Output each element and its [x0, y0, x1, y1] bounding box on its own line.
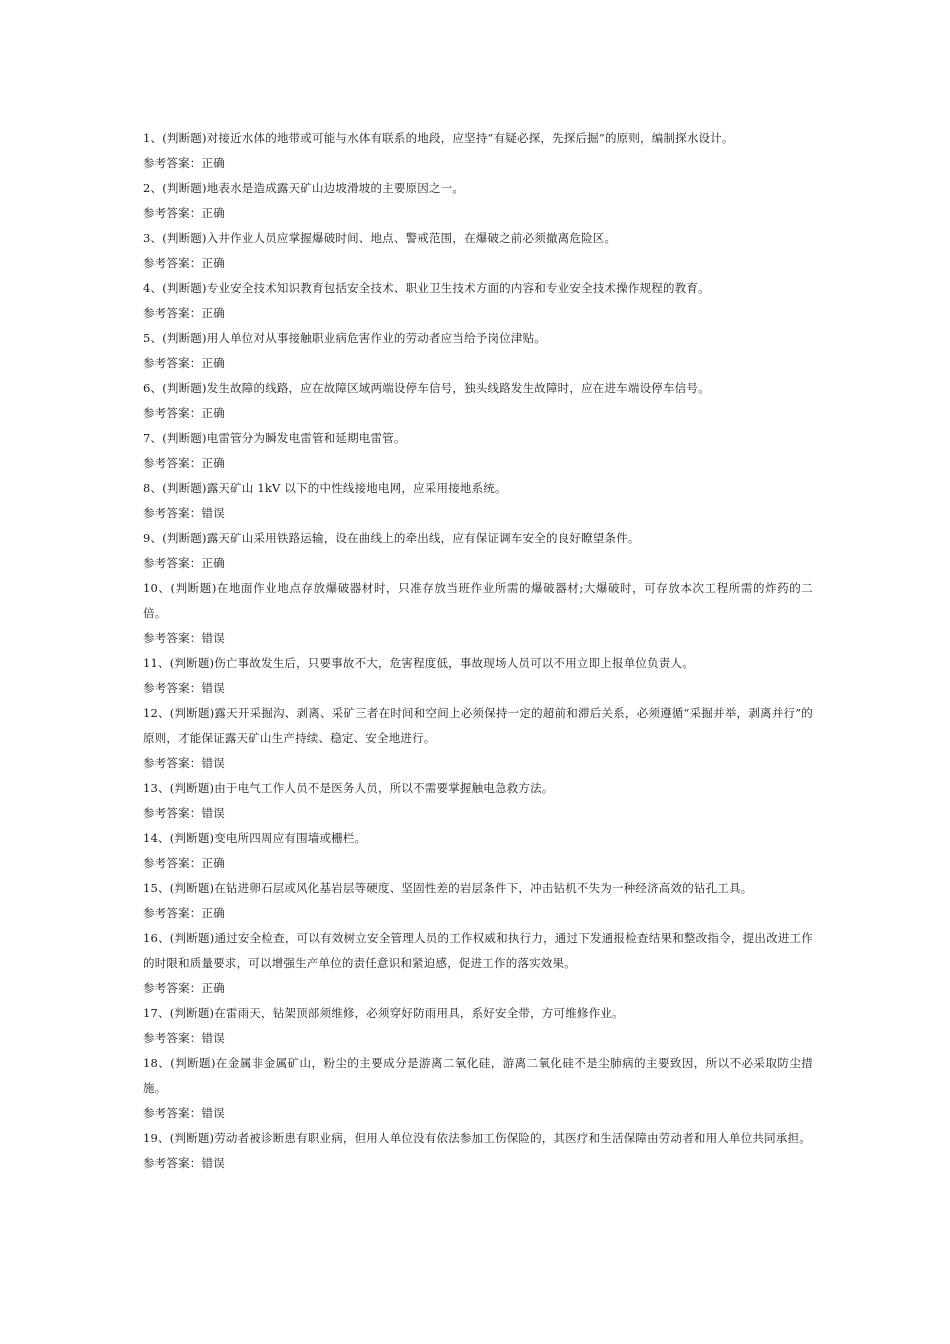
answer-text: 参考答案：正确 [143, 856, 225, 870]
answer-text: 参考答案：正确 [143, 256, 225, 270]
question-text: 1、(判断题)对接近水体的地带或可能与水体有联系的地段，应坚持“有疑必探，先探后掘”的原则，编制探水设计。 [143, 131, 734, 145]
question-text: 4、(判断题)专业安全技术知识教育包括安全技术、职业卫生技术方面的内容和专业安全技术操作规程的教育。 [143, 281, 710, 295]
question-text: 5、(判断题)用人单位对从事接触职业病危害作业的劳动者应当给予岗位津贴。 [143, 331, 546, 345]
answer-text: 参考答案：错误 [143, 806, 225, 820]
answer-text: 参考答案：正确 [143, 981, 225, 995]
answer-text: 参考答案：错误 [143, 756, 225, 770]
question-text: 17、(判断题)在雷雨天，钻架顶部须维修，必须穿好防雨用具，系好安全带，方可维修作业。 [143, 1006, 624, 1020]
question-text: 10、(判断题)在地面作业地点存放爆破器材时，只准存放当班作业所需的爆破器材;大爆破时，可存放本次工程所需的炸药的二倍。 [143, 581, 813, 620]
answer-text: 参考答案：错误 [143, 631, 225, 645]
question-text: 12、(判断题)露天开采掘沟、剥离、采矿三者在时间和空间上必须保持一定的超前和滞后关系，必须遵循“采掘并举，剥离并行”的原则，才能保证露天矿山生产持续、稳定、安全地进行。 [143, 706, 813, 745]
answer-text: 参考答案：正确 [143, 156, 225, 170]
question-text: 15、(判断题)在钻进卵石层或风化基岩层等硬度、坚固性差的岩层条件下，冲击钻机不失为一种经济高效的钻孔工具。 [143, 881, 753, 895]
question-text: 18、(判断题)在金属非金属矿山，粉尘的主要成分是游离二氧化硅，游离二氧化硅不是尘肺病的主要致因，所以不必采取防尘措施。 [143, 1056, 813, 1095]
question-text: 13、(判断题)由于电气工作人员不是医务人员，所以不需要掌握触电急救方法。 [143, 781, 554, 795]
question-text: 19、(判断题)劳动者被诊断患有职业病，但用人单位没有依法参加工伤保险的，其医疗和生活保障由劳动者和用人单位共同承担。 [143, 1131, 811, 1145]
answer-text: 参考答案：错误 [143, 1031, 225, 1045]
answer-text: 参考答案：正确 [143, 406, 225, 420]
question-list [143, 126, 813, 1176]
answer-text: 参考答案：错误 [143, 681, 225, 695]
answer-text: 参考答案：正确 [143, 556, 225, 570]
question-text: 16、(判断题)通过安全检查，可以有效树立安全管理人员的工作权威和执行力，通过下发通报检查结果和整改指令，提出改进工作的时限和质量要求，可以增强生产单位的责任意识和紧迫感，促进工作的落实效果。 [143, 931, 813, 970]
answer-text: 参考答案：错误 [143, 506, 225, 520]
question-text: 7、(判断题)电雷管分为瞬发电雷管和延期电雷管。 [143, 431, 406, 445]
answer-text: 参考答案：正确 [143, 456, 225, 470]
answer-text: 参考答案：正确 [143, 356, 225, 370]
answer-text: 参考答案：正确 [143, 306, 225, 320]
question-text: 14、(判断题)变电所四周应有围墙或栅栏。 [143, 831, 367, 845]
question-text: 11、(判断题)伤亡事故发生后，只要事故不大，危害程度低，事故现场人员可以不用立即上报单位负责人。 [143, 656, 694, 670]
question-text: 2、(判断题)地表水是造成露天矿山边坡滑坡的主要原因之一。 [143, 181, 465, 195]
question-text: 8、(判断题)露天矿山 1kV 以下的中性线接地电网，应采用接地系统。 [143, 481, 507, 495]
answer-text: 参考答案：错误 [143, 1156, 225, 1170]
question-text: 9、(判断题)露天矿山采用铁路运输，设在曲线上的牵出线，应有保证调车安全的良好瞭望条件。 [143, 531, 640, 545]
answer-text: 参考答案：正确 [143, 906, 225, 920]
answer-text: 参考答案：错误 [143, 1106, 225, 1120]
question-text: 6、(判断题)发生故障的线路，应在故障区域两端设停车信号，独头线路发生故障时，应在进车端设停车信号。 [143, 381, 710, 395]
question-text: 3、(判断题)入井作业人员应掌握爆破时间、地点、警戒范围，在爆破之前必须撤离危险区。 [143, 231, 617, 245]
answer-text: 参考答案：正确 [143, 206, 225, 220]
